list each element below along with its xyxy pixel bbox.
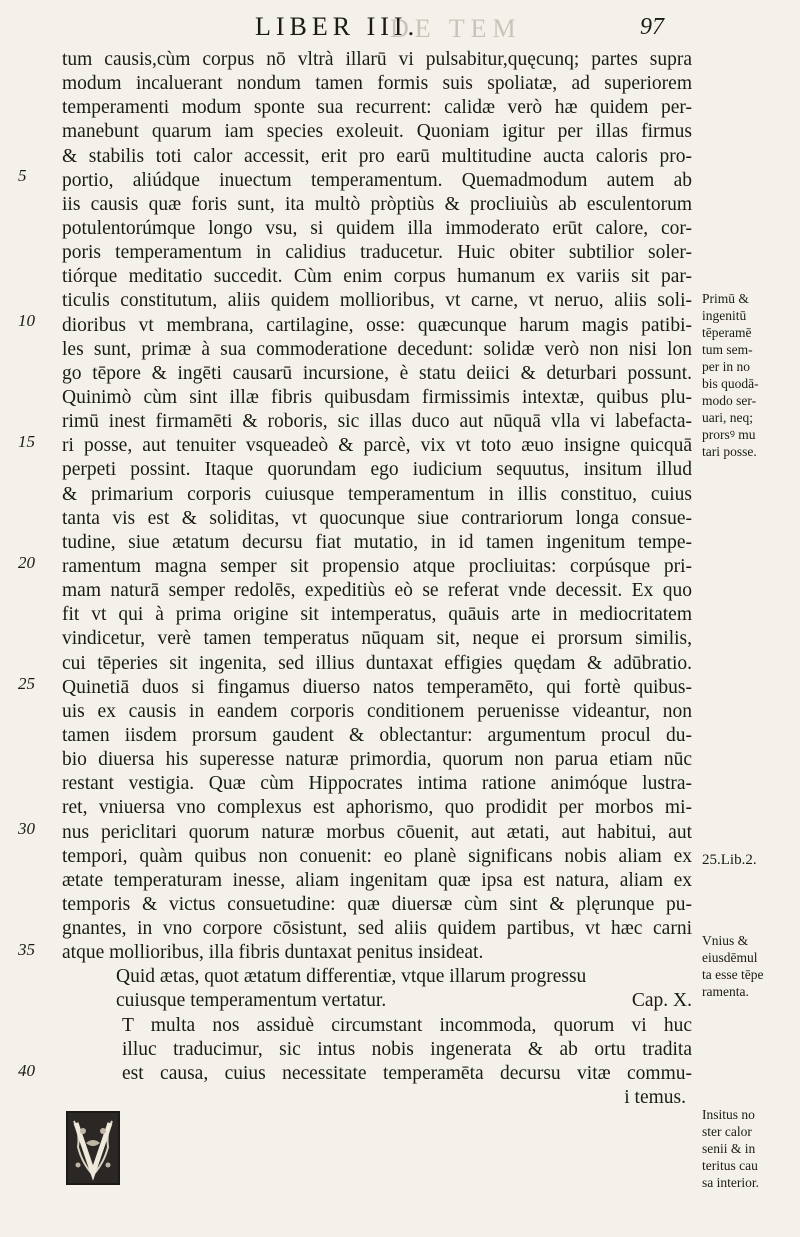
text-line: iis causis quæ foris sunt, ita multò pròptiùs & procliuiùs ab esculentorum <box>62 193 692 215</box>
decorated-initial-v <box>66 1111 120 1185</box>
text-line: Quinetiā duos si fingamus diuerso natos temperamēto, qui fortè quibus- <box>62 676 692 698</box>
text-line: temperamenti modum sponte sua recurrent: calidæ verò hæ quidem per- <box>62 97 692 119</box>
text-line: tiórque meditatio succedit. Cùm enim corpus humanum ex variis sit par- <box>62 266 692 288</box>
text-line: uis ex causis in eandem corporis conditionem peruenisse videantur, non <box>62 700 692 722</box>
text-line: ret, vniuersa vno complexus est aphorismo, quo prodidit per morbos mi- <box>62 797 692 819</box>
chapter-number: Cap. X. <box>631 990 692 1012</box>
text-line: go tēpore & ingēti causarū incursione, è statu deiici & deturbari possunt. <box>62 362 692 384</box>
text-line: & primarium corporis cuiusque temperamentum in illis constituo, cuius <box>62 483 692 505</box>
line-number-35: 35 <box>18 940 35 959</box>
text-line: ætate temperaturam inesse, aliam ingenitam quæ ipsa est natura, aliam ex <box>62 869 692 891</box>
text-line: potulentorúmque longo vsu, si quidem illa immoderato erūt calore, cor- <box>62 217 692 239</box>
text-line: Quinimò cùm sint illæ fibris quibusdam firmissimis intextæ, quibus plu- <box>62 386 692 408</box>
page-number: 97 <box>640 14 664 40</box>
margin-note-innate-temperament: Primū & ingenitū tēperamē tum sem- per in no bis quodā- modo ser- uari, neq; prorsꝰ mu tari posse. <box>702 291 759 459</box>
text-line: cui tēperies sit ingenita, sed illius duntaxat effigies quędam & adūbratio. <box>62 652 692 674</box>
text-line: manebunt quarum iam species exoleuit. Quoniam igitur per illas firmus <box>62 121 692 143</box>
text-line: tanta vis est & soliditas, vt quocunque siue contrariorum longa consue- <box>62 507 692 529</box>
text-line: restant vestigia. Quæ cùm Hippocrates intima ratione animóque lustra- <box>62 773 692 795</box>
text-line: mam naturā semper redolēs, expeditiùs eò se referat vnde decessit. Ex quo <box>62 580 692 602</box>
line-number-20: 20 <box>18 553 35 572</box>
text-line: fit vt qui à prima origine sit intemperatus, quāuis arte in mediocritatem <box>62 604 692 626</box>
text-line: portio, aliúdque inuectum temperamentum. Quemadmodum autem ab <box>62 169 692 191</box>
text-line: nus periclitari quorum naturæ morbus cōuenit, aut ætati, aut habitui, aut <box>62 821 692 843</box>
text-line: T multa nos assiduè circumstant incommoda, quorum vi huc <box>122 1014 692 1036</box>
line-number-10: 10 <box>18 311 35 330</box>
text-line: dioribus vt membrana, cartilagine, osse: quæcunque harum magis patibi- <box>62 314 692 336</box>
margin-note-several-temperaments: Vnius & eiusdēmul ta esse tēpe ramenta. <box>702 933 764 999</box>
chapter-heading-line-1: Quid ætas, quot ætatum differentiæ, vtque illarum progressu <box>116 966 587 988</box>
text-line: perpeti possint. Itaque quorundam ego iudicium sequutus, insitum illud <box>62 459 692 481</box>
body-text <box>62 48 692 1110</box>
show-through-text: DE TEM <box>390 14 522 43</box>
text-line: poris temperamentum in calidius traducetur. Huic obiter subtilior soler- <box>62 242 692 264</box>
text-line: tudine, siue ætatum decursu fiat mutatio, in id tamen ingenitum tempe- <box>62 531 692 553</box>
running-head: LIBER III. <box>255 12 420 41</box>
text-line: & stabilis toti calor accessit, erit pro earū multitudine aucta caloris pro- <box>62 145 692 167</box>
line-number-5: 5 <box>18 166 27 185</box>
text-line: atque mollioribus, illa fibris duntaxat penitus insideat. <box>62 942 484 964</box>
text-line: tum causis,cùm corpus nō vltrà illarū vi pulsabitur,quęcunq; partes supra <box>62 49 692 70</box>
line-number-15: 15 <box>18 432 35 451</box>
text-line: tempori, quàm quibus non conuenit: eo planè significans nobis aliam ex <box>62 845 692 867</box>
text-line: ri posse, aut tenuiter vsqueadeò & parcè, vix vt toto æuo insigne quicquā <box>62 435 692 457</box>
text-line: est causa, cuius necessitate temperamēta decursu vitæ commu- <box>122 1062 692 1084</box>
text-line: rimū inest firmamēti & roboris, sic illas duco aut nūquā vlla vi labefacta- <box>62 411 692 433</box>
line-number-30: 30 <box>18 819 35 838</box>
ornament-icon <box>68 1113 118 1183</box>
catchword-line: i temus. <box>624 1087 686 1109</box>
text-line: bio diuersa his superesse naturæ primordia, quorum non parua etiam nūc <box>62 749 692 771</box>
text-line: temporis & victus consuetudine: quæ diuersæ cùm sint & plęrunque pu- <box>62 893 692 915</box>
text-line: ticulis constitutum, aliis quidem mollioribus, vt carne, vt neruo, aliis soli- <box>62 290 692 312</box>
margin-note-reference: 25.Lib.2. <box>702 852 757 868</box>
chapter-heading-line-2 <box>62 989 692 1013</box>
text-line: gnantes, in vno corpore cōsistunt, sed aliis quidem partibus, vt hæc carni <box>62 918 692 940</box>
text-line: modum incaluerant nondum tamen formis suis spoliatæ, ad superiorem <box>62 73 692 95</box>
text-line: tamen iisdem prorsum gaudent & oblectantur: argumentum procul du- <box>62 724 692 746</box>
text-line: illuc traducimur, sic intus nobis ingenerata & ab ortu tradita <box>122 1038 692 1060</box>
text-line: les sunt, primæ à sua commoderatione decedunt: solidæ verò non nisi lon <box>62 338 692 360</box>
text-line: vindicetur, verè tamen temperatus nūquam sit, neque ei prorsum similis, <box>62 628 692 650</box>
margin-note-innate-heat: Insitus no ster calor senii & in teritus cau sa interior. <box>702 1107 759 1190</box>
line-number-40: 40 <box>18 1061 35 1080</box>
chapter-title-continued: cuiusque temperamentum vertatur. <box>116 990 387 1012</box>
line-number-25: 25 <box>18 674 35 693</box>
text-line: ramentum magna semper sit propensio atque procliuitas: corpúsque pri- <box>62 555 692 577</box>
